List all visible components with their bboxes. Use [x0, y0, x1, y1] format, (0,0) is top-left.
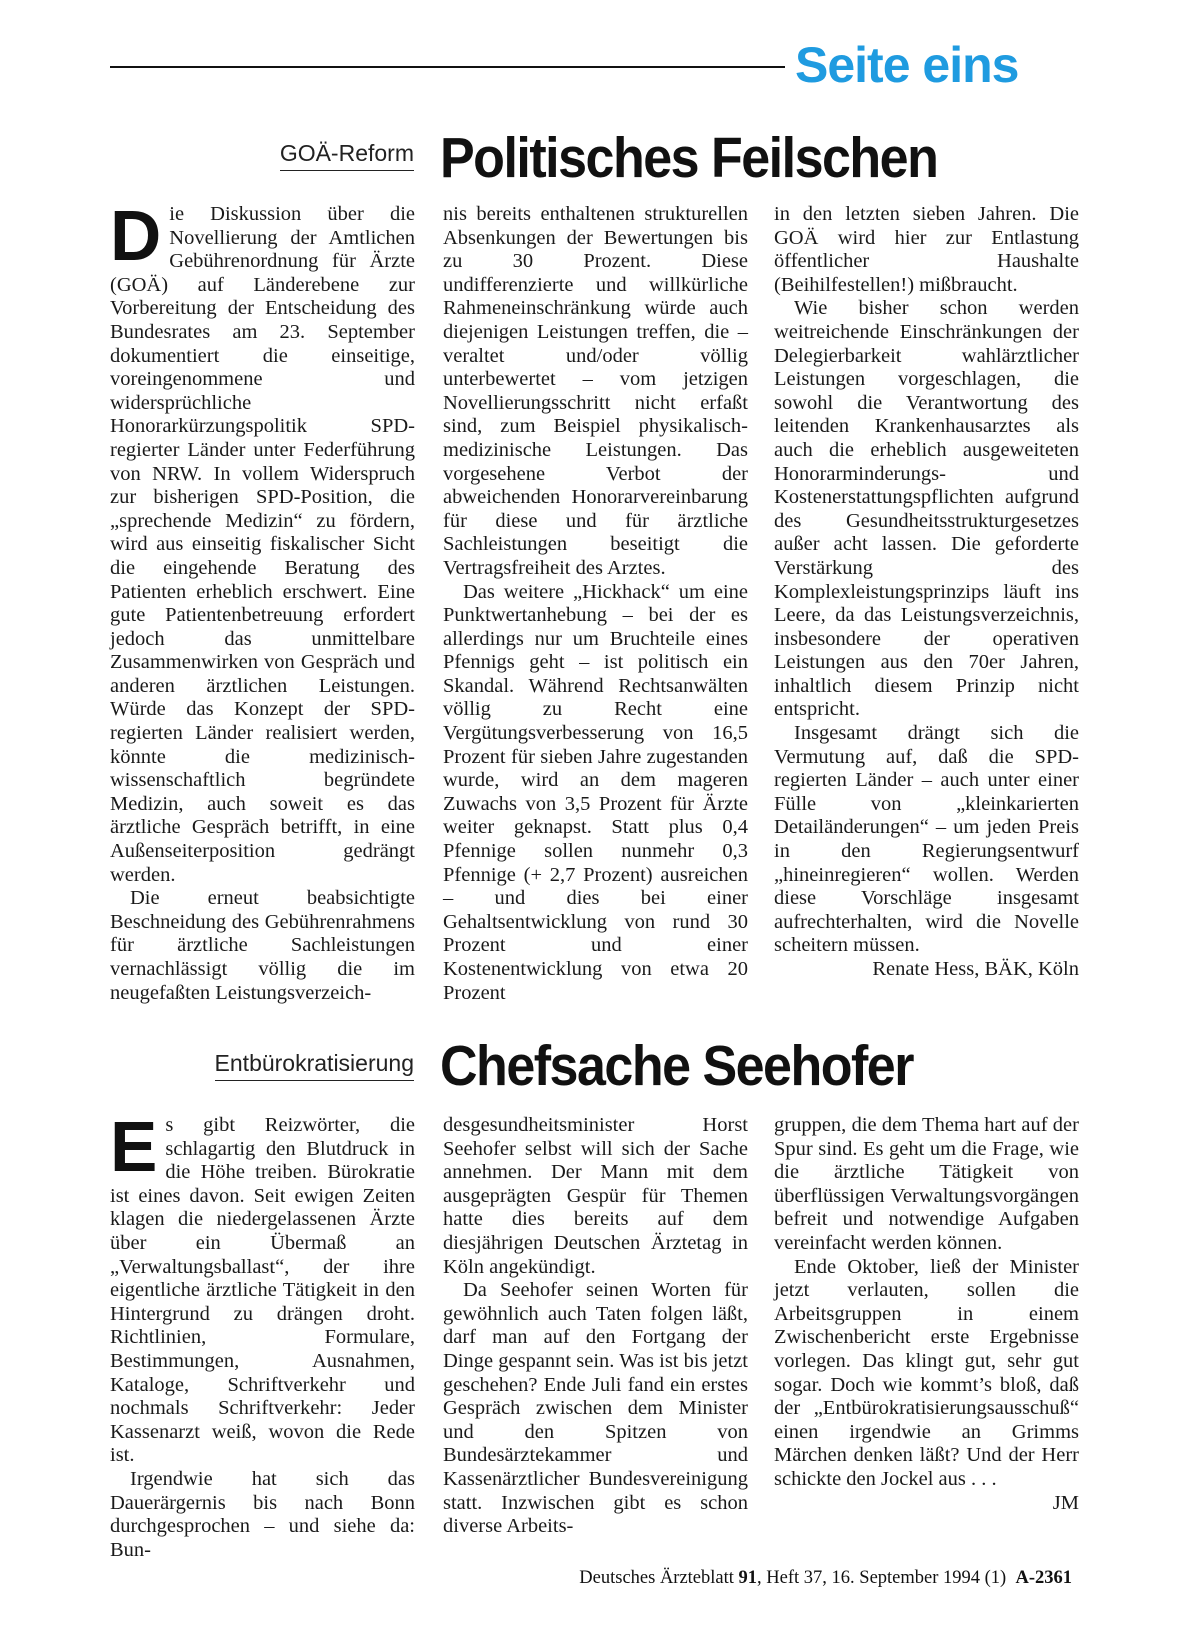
footer-issue: , Heft 37, 16. September 1994 (1) [757, 1568, 1007, 1588]
article2-paragraph: desgesundheitsminister Horst Seehofer selbst will sich der Sache annehmen. Der Mann mit dem ausgeprägten Gespür für Themen hatte dies bereits auf dem diesjährigen Deutschen Ärztetag in Köln angekündigt. [443, 1114, 748, 1278]
article1-column-3 [774, 203, 1079, 982]
article1-paragraph: in den letzten sieben Jahren. Die GOÄ wird hier zur Entlastung öffentlicher Haushalte (Beihilfestellen!) mißbraucht. [774, 203, 1079, 296]
article1-paragraph: Insgesamt drängt sich die Vermutung auf, daß die SPD-regierten Länder – auch unter einer Fülle von „kleinkarierten Detailänderungen“ – um jeden Preis in den Regierungsentwurf „hineinregieren“ wollen. Werden diese Vorschläge insgesamt aufrechterhalten, wird die Novelle scheitern müssen. [774, 722, 1079, 957]
article1-paragraph: Das weitere „Hickhack“ um eine Punktwertanhebung – bei der es allerdings nur um Bruchteile eines Pfennigs geht – ist politisch ein Skandal. Während Rechtsanwälten völlig zu Recht eine Vergütungsverbesserung von 16,5 Prozent für sieben Jahre zugestanden wurde, wird an dem mageren Zuwachs von 3,5 Prozent für Ärzte weiter geknapst. Statt plus 0,4 Pfennige sollen nunmehr 0,3 Pfennige (+ 2,7 Prozent) ausreichen – und dies bei einer Gehaltsentwicklung von rund 30 Prozent und einer Kostenentwicklung von etwa 20 Prozent [443, 580, 748, 1004]
header-rule [110, 66, 785, 68]
article2-signature: JM [1052, 1491, 1079, 1514]
article2-kicker: Entbürokratisierung [215, 1050, 414, 1081]
footer-page-number: A-2361 [1015, 1568, 1072, 1588]
article1-column-1 [110, 197, 415, 1005]
article2-column-1 [110, 1108, 415, 1562]
footer-volume: 91 [738, 1568, 758, 1588]
page-footer [579, 1568, 1072, 1589]
article2-col1-text: s gibt Reizwörter, die schlagartig den Blutdruck in die Höhe treiben. Bürokratie ist eines davon. Seit ewigen Zeiten klagen die niedergelassenen Ärzte über ein Übermaß an „Verwaltungsballast“, der ihre eigentliche ärztliche Tätigkeit in den Hintergrund zu drängen droht. Richtlinien, Formulare, Bestimmungen, Ausnahmen, Kataloge, Schriftverkehr und nochmals Schriftverkehr: Jeder Kassenarzt weiß, wovon die Rede ist. [110, 1114, 415, 1467]
article2-paragraph: Ende Oktober, ließ der Minister jetzt verlauten, sollen die Arbeitsgruppen in einem Zwischenbericht erste Ergebnisse vorlegen. Das klingt gut, sehr gut sogar. Doch wie kommt’s bloß, daß der „Entbürokratisierungsausschuß“ einen irgendwie an Grimms Märchen denken läßt? Und der Herr schickte den Jockel aus . . . [774, 1255, 1079, 1490]
article1-paragraph: Die erneut beabsichtigte Beschneidung des Gebührenrahmens für ärztliche Sachleistungen vernachlässigt völlig die im neugefaßten Leistungsverzeich- [110, 887, 415, 1004]
article1-signature: Renate Hess, BÄK, Köln [872, 958, 1079, 980]
article1-dropcap: D [110, 197, 162, 276]
article2-paragraph: gruppen, die dem Thema hart auf der Spur sind. Es geht um die Frage, wie die ärztliche Tätigkeit von überflüssigen Verwaltungsvorgängen befreit und notwendige Aufgaben vereinfacht werden können. [774, 1114, 1079, 1254]
article2-headline: Chefsache Seehofer [440, 1035, 913, 1098]
article2-dropcap: E [110, 1108, 158, 1187]
article1-kicker: GOÄ-Reform [280, 140, 414, 171]
footer-journal: Deutsches Ärzteblatt [579, 1568, 734, 1588]
article2-column-2 [443, 1114, 748, 1539]
article1-column-2 [443, 203, 748, 1005]
article1-paragraph [110, 197, 415, 887]
article2-paragraph [110, 1108, 415, 1468]
section-title: Seite eins [795, 37, 1019, 93]
article1-paragraph: Wie bisher schon werden weitreichende Einschränkungen der Delegierbarkeit wahlärztlicher Leistungen vorgeschlagen, die sowohl die Verantwortung des leitenden Krankenhausarztes als auch die erheblich ausgeweiteten Honorarminderungs- und Kostenerstattungspflichten aufgrund des Gesundheitsstrukturgesetzes außer acht lassen. Die geforderte Verstärkung des Komplexleistungsprinzips läuft ins Leere, da das Leistungsverzeichnis, insbesondere der operativen Leistungen aus den 70er Jahren, inhaltlich diesem Prinzip nicht entspricht. [774, 297, 1079, 721]
article2-column-3 [774, 1114, 1079, 1515]
article1-col1-text: ie Diskussion über die Novellierung der Amtlichen Gebührenordnung für Ärzte (GOÄ) auf Länderebene zur Vorbereitung der Entscheidung des Bundesrates am 23. September dokumentiert die einseitige, voreingenommene und widersprüchliche Honorarkürzungspolitik SPD-regierter Länder unter Federführung von NRW. In vollem Widerspruch zur bisherigen SPD-Position, die „sprechende Medizin“ zu fördern, wird aus einseitig fiskalischer Sicht die eingehende Beratung des Patienten erheblich erschwert. Eine gute Patientenbetreuung erfordert jedoch das unmittelbare Zusammenwirken von Gespräch und anderen ärztlichen Leistungen. Würde das Konzept der SPD-regierten Länder realisiert werden, könnte die medizinisch-wissenschaftlich begründete Medizin, auch soweit es das ärztliche Gespräch betrifft, in eine Außenseiterposition gedrängt werden. [110, 203, 415, 886]
article1-paragraph: nis bereits enthaltenen strukturellen Absenkungen der Bewertungen bis zu 30 Prozent. Diese undifferenzierte und willkürliche Rahmeneinschränkung würde auch diejenigen Leistungen treffen, die – veraltet und/oder völlig unterbewertet – vom jetzigen Novellierungsschritt nicht erfaßt sind, zum Beispiel physikalisch-medizinische Leistungen. Das vorgesehene Verbot der abweichenden Honorarvereinbarung für diese und für ärztliche Sachleistungen beseitigt die Vertragsfreiheit des Arztes. [443, 203, 748, 579]
article1-headline: Politisches Feilschen [440, 127, 938, 190]
article2-paragraph: Irgendwie hat sich das Dauerärgernis bis nach Bonn durchgesprochen – und siehe da: Bun- [110, 1467, 415, 1561]
article2-paragraph: Da Seehofer seinen Worten für gewöhnlich auch Taten folgen läßt, darf man auf den Fortgang der Dinge gespannt sein. Was ist bis jetzt geschehen? Ende Juli fand ein erstes Gespräch zwischen dem Minister und den Spitzen von Bundesärztekammer und Kassenärztlicher Bundesvereinigung statt. Inzwischen gibt es schon diverse Arbeits- [443, 1279, 748, 1538]
